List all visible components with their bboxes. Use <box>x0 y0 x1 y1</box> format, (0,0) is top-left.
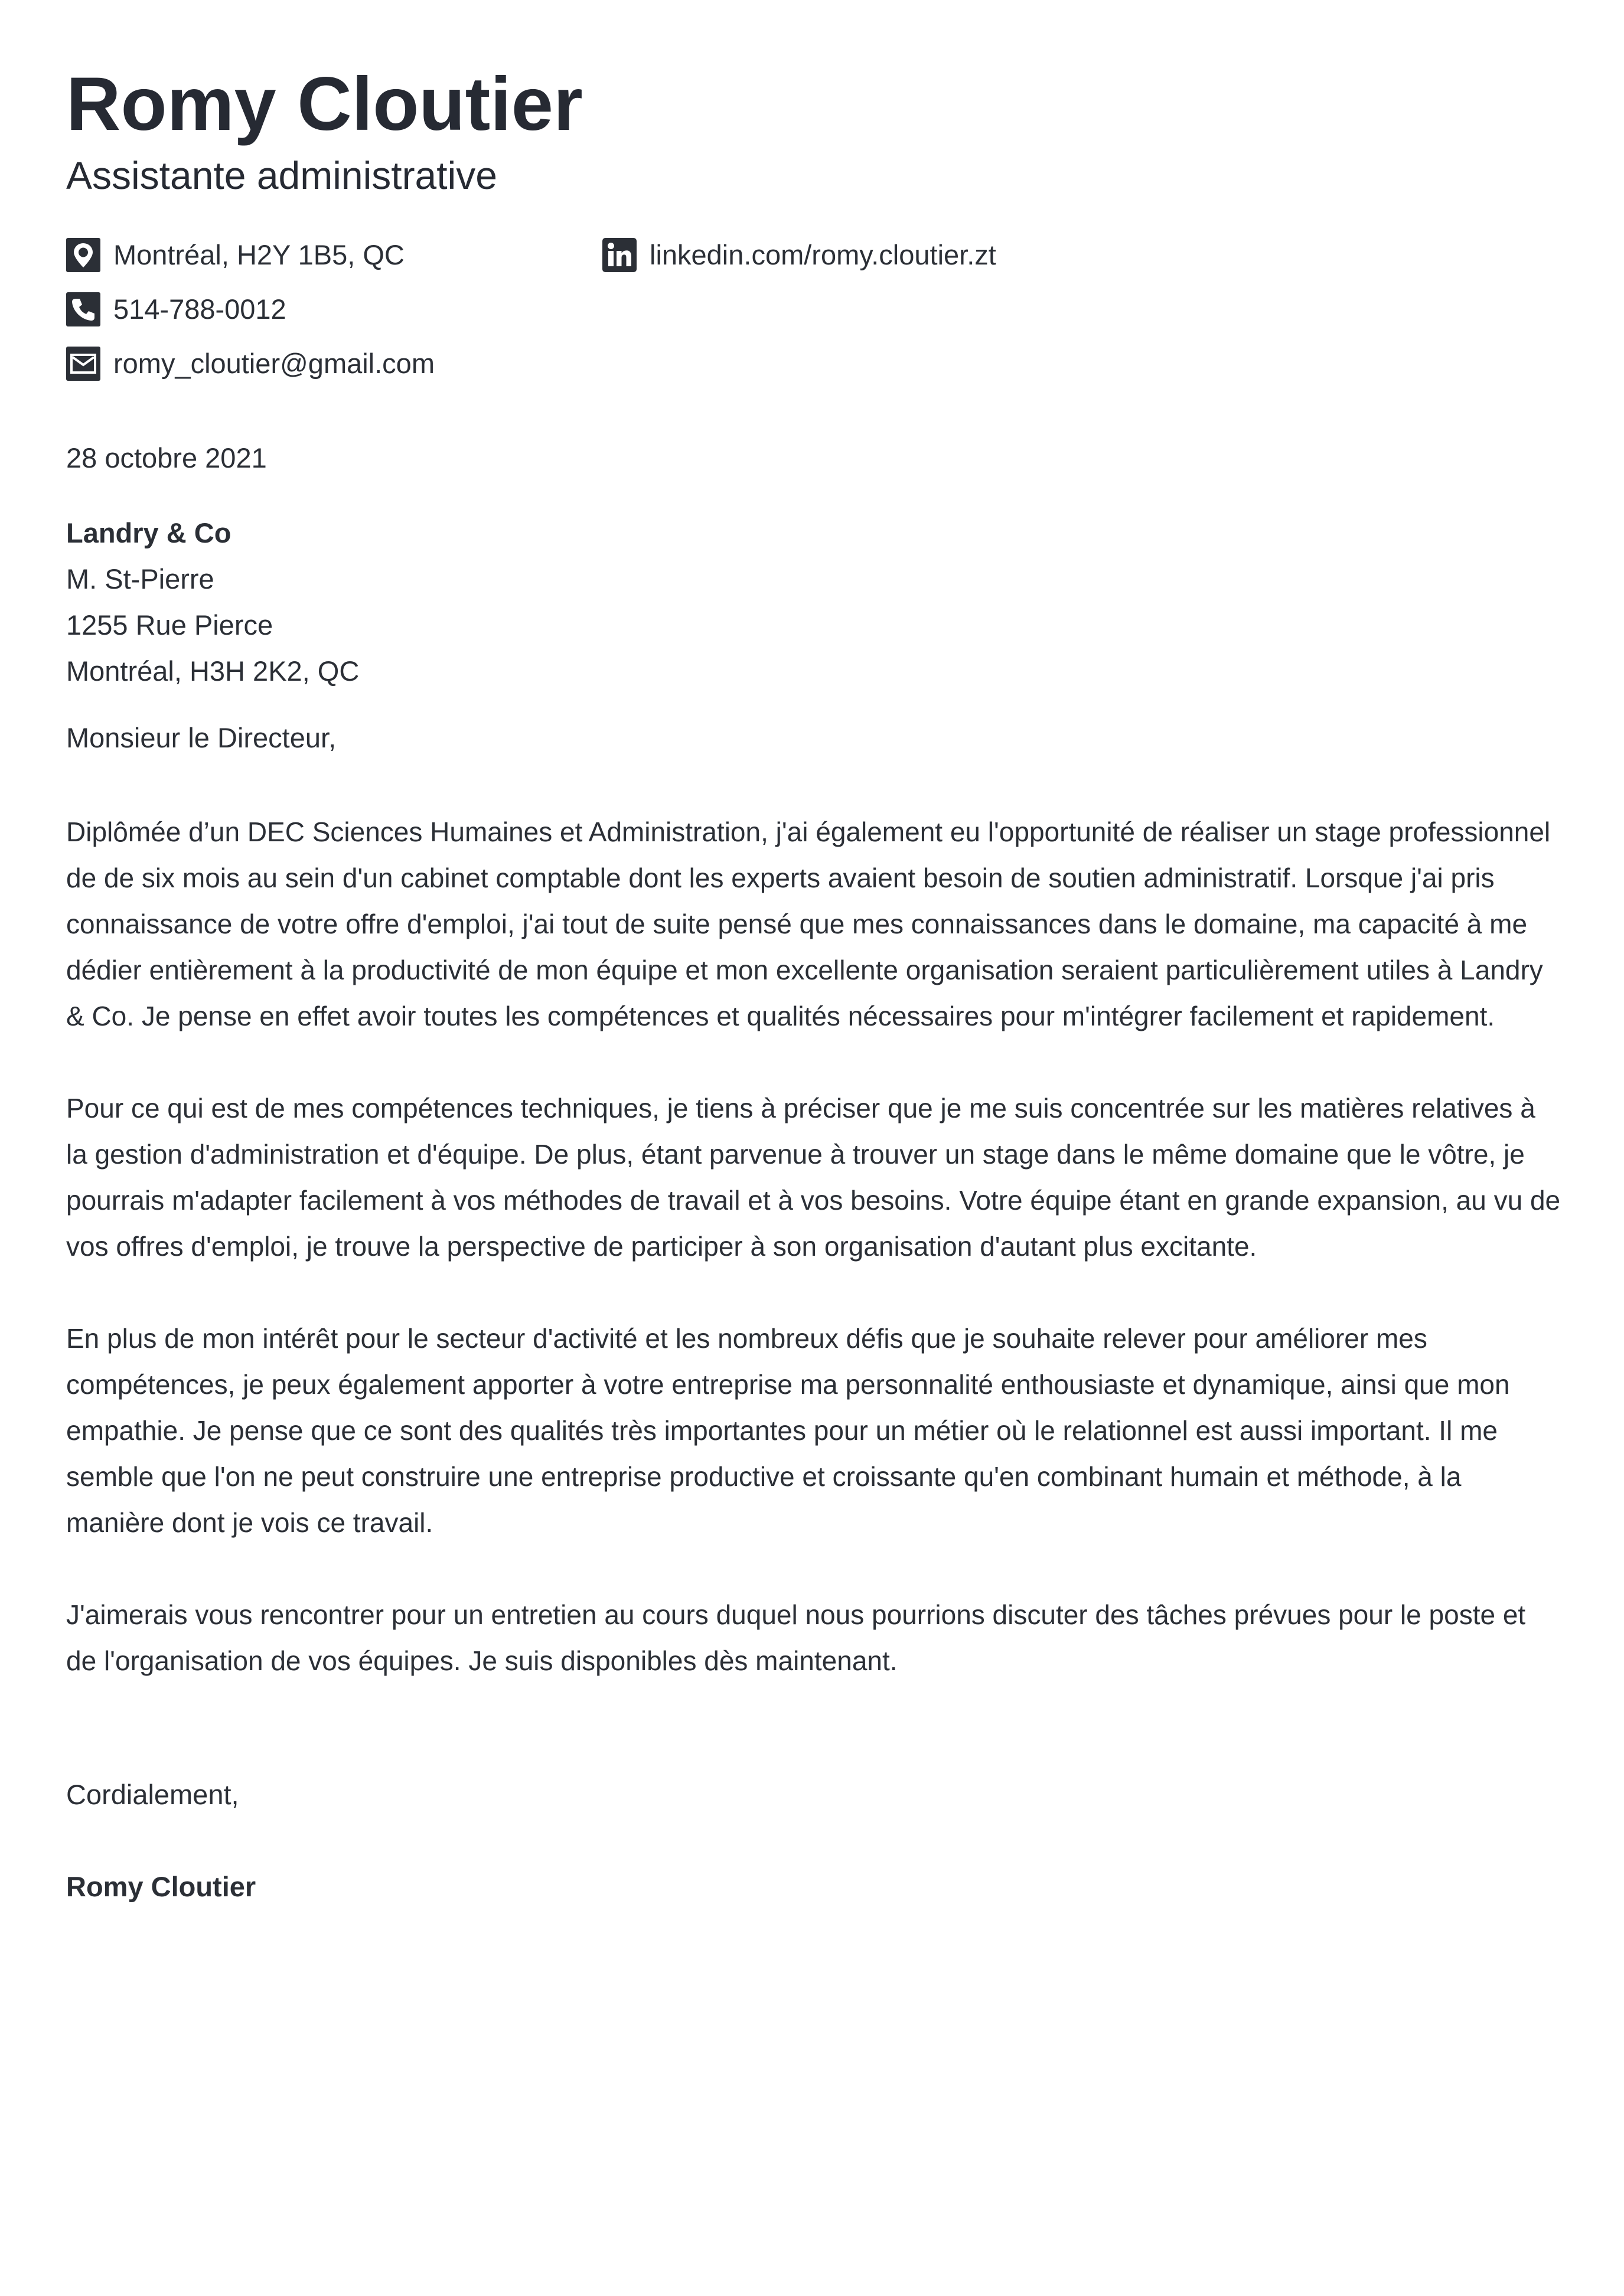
contact-phone <box>66 292 286 327</box>
job-title: Assistante administrative <box>66 153 497 197</box>
body-paragraph: J'aimerais vous rencontrer pour un entretien au cours duquel nous pourrions discuter des tâches prévues pour le poste et de l'organisation de vos équipes. Je suis disponibles dès maintenant. <box>66 1599 1526 1676</box>
letter-date: 28 octobre 2021 <box>66 442 267 473</box>
linkedin-icon <box>602 238 637 272</box>
contact-linkedin <box>602 237 996 273</box>
recipient-city: Montréal, H3H 2K2, QC <box>66 655 360 687</box>
applicant-name: Romy Cloutier <box>66 62 583 146</box>
body-paragraph: En plus de mon intérêt pour le secteur d'activité et les nombreux défis que je souhaite relever pour améliorer mes compétences, je peux également apporter à votre entreprise ma personnalité enthousiaste et dynamique, ainsi que mon empathie. Je pense que ce sont des qualités très importantes pour un métier où le relationnel est aussi important. Il me semble que l'on ne peut construire une entreprise productive et croissante qu'en combinant humain et méthode, à la manière dont je vois ce travail. <box>66 1323 1510 1538</box>
phone-icon <box>66 292 100 326</box>
signature: Romy Cloutier <box>66 1871 256 1902</box>
recipient-block <box>66 510 359 694</box>
body-paragraph: Pour ce qui est de mes compétences techniques, je tiens à préciser que je me suis concentrée sur les matières relatives à la gestion d'administration et d'équipe. De plus, étant parvenue à trouver un stage dans le même domaine que le vôtre, je pourrais m'adapter facilement à vos méthodes de travail et à vos besoins. Votre équipe étant en grande expansion, au vu de vos offres d'emploi, je trouve la perspective de participer à son organisation d'autant plus excitante. <box>66 1093 1561 1262</box>
recipient-person: M. St-Pierre <box>66 563 214 595</box>
linkedin-text: linkedin.com/romy.cloutier.zt <box>650 239 996 270</box>
recipient-street: 1255 Rue Pierce <box>66 609 273 641</box>
email-text: romy_cloutier@gmail.com <box>113 348 435 379</box>
contact-email <box>66 346 435 381</box>
recipient-company: Landry & Co <box>66 517 231 548</box>
address-text: Montréal, H2Y 1B5, QC <box>113 239 405 270</box>
greeting: Monsieur le Directeur, <box>66 722 337 753</box>
letter-body <box>66 809 1563 1730</box>
closing: Cordialement, <box>66 1779 239 1810</box>
mail-icon <box>66 347 100 381</box>
contact-address <box>66 237 405 273</box>
map-pin-icon <box>66 238 100 272</box>
body-paragraph: Diplômée d’un DEC Sciences Humaines et Administration, j'ai également eu l'opportunité de réaliser un stage professionnel de de six mois au sein d'un cabinet comptable dont les experts avaient besoin de soutien administratif. Lorsque j'ai pris connaissance de votre offre d'emploi, j'ai tout de suite pensé que mes connaissances dans le domaine, ma capacité à me dédier entièrement à la productivité de mon équipe et mon excellente organisation seraient particulièrement utiles à Landry & Co. Je pense en effet avoir toutes les compétences et qualités nécessaires pour m'intégrer facilement et rapidement. <box>66 816 1551 1031</box>
phone-text: 514-788-0012 <box>113 293 286 325</box>
